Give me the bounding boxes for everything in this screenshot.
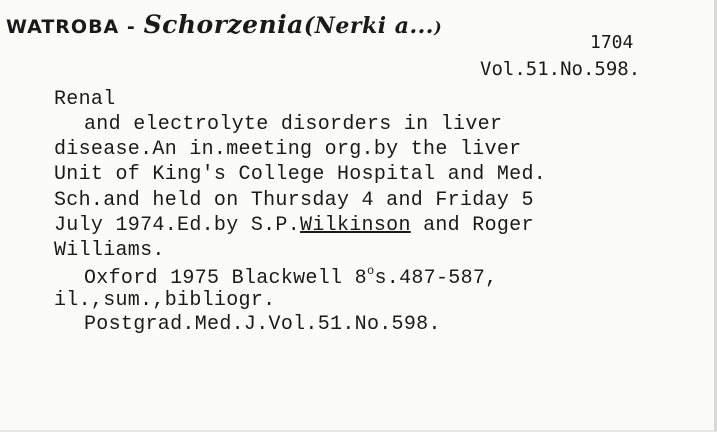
body-line-3: disease.An in.meeting org.by the liver xyxy=(54,138,522,161)
body-line-6-end: and Roger xyxy=(410,214,534,237)
editor-name: Wilkinson xyxy=(300,214,411,237)
body-line-9: il.,sum.,bibliogr. xyxy=(54,289,276,312)
body-line-5: Sch.and held on Thursday 4 and Friday 5 xyxy=(54,189,534,212)
heading-subject: Schorzenia xyxy=(143,10,304,39)
heading-author: WATROBA - xyxy=(6,16,136,38)
body-line-8-start: Oxford 1975 Blackwell 8 xyxy=(84,267,367,290)
body-line-4: Unit of King's College Hospital and Med. xyxy=(54,163,547,186)
card-heading xyxy=(6,10,442,39)
body-line-1: Renal xyxy=(54,88,116,111)
body-line-6-start: July 1974.Ed.by S.P. xyxy=(54,214,301,237)
call-number: 1704 xyxy=(590,32,634,53)
journal-reference: Vol.51.No.598. xyxy=(480,58,641,80)
body-line-10: Postgrad.Med.J.Vol.51.No.598. xyxy=(84,313,441,336)
heading-parenthetical-open: (Nerki a... xyxy=(303,13,434,39)
body-line-8 xyxy=(84,264,498,290)
heading-parenthetical-close: ) xyxy=(433,18,443,37)
format-superscript: o xyxy=(366,264,375,278)
body-line-8-end: s.487-587, xyxy=(374,267,498,290)
heading-parenthetical xyxy=(304,13,442,39)
body-line-2: and electrolyte disorders in liver xyxy=(84,113,503,136)
body-line-7: Williams. xyxy=(54,239,165,262)
body-line-6 xyxy=(54,214,534,237)
